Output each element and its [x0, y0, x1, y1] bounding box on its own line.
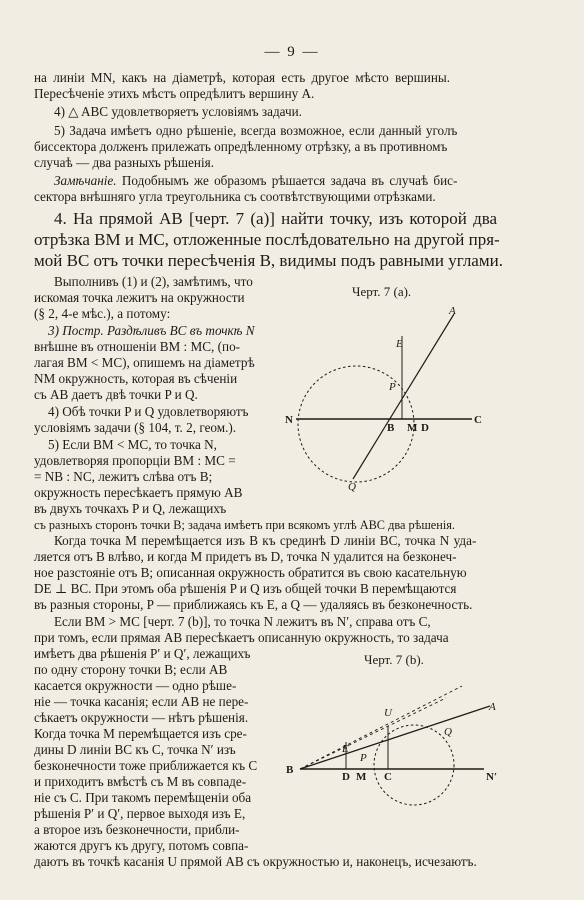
text-line: ніе — точка касанія; если AB не пере-	[34, 694, 249, 709]
text-line: внѣшне въ отношеніи BM : MC, (по-	[34, 339, 241, 354]
text-line: 5) Если BM < MC, то точка N,	[48, 437, 217, 452]
text-line: жаются другъ къ другу, потомъ совпа-	[34, 838, 249, 853]
label-d: D	[421, 422, 429, 434]
text-line: Выполнивъ (1) и (2), замѣтимъ, что	[54, 274, 253, 289]
label-e: E	[342, 743, 349, 755]
text-line: биссектора долженъ прилежать опредѣленному отрѣзку, а въ противномъ	[34, 139, 448, 154]
tangent-line-dashed	[300, 686, 462, 769]
text-line: имѣетъ два рѣшенія P′ и Q′, лежащихъ	[34, 646, 251, 661]
text-line: касается окружности — одно рѣше-	[34, 678, 237, 693]
figure-7a	[282, 300, 512, 500]
label-p: P	[360, 752, 367, 764]
text-line: по одну сторону точки B; если AB	[34, 662, 228, 677]
text-line: при томъ, если прямая AB пересѣкаетъ описанную окружность, то задача	[34, 630, 449, 645]
label-m: M	[356, 771, 367, 783]
label-c: C	[384, 771, 392, 783]
circle-dashed	[298, 366, 414, 482]
text-line: 4) △ ABC удовлетворяетъ условіямъ задачи.	[54, 104, 302, 119]
text-line: съ разныхъ сторонъ точки B; задача имѣетъ при всякомъ углѣ ABC два рѣшенія.	[34, 518, 455, 532]
text-line: въ двухъ точкахъ P и Q, лежащихъ	[34, 501, 227, 516]
text-line: искомая точка лежитъ на окружности	[34, 290, 245, 305]
remark-label: Замѣчаніе.	[54, 173, 117, 188]
label-q: Q	[348, 481, 356, 493]
text-line: дины D линіи BC къ C, точка N′ изъ	[34, 742, 236, 757]
label-q: Q	[444, 726, 452, 738]
helper	[402, 336, 442, 340]
text-line: = NB : NC, лежитъ слѣва отъ B;	[34, 469, 213, 484]
label-b: B	[387, 422, 395, 434]
text-line: сектора внѣшняго угла треугольника съ соотвѣтствующими отрѣзками.	[34, 189, 436, 204]
text-line: 3) Постр. Раздѣливъ BC въ точкѣ N	[48, 323, 255, 338]
label-a: A	[449, 305, 456, 317]
label-n: N′	[486, 771, 498, 783]
text-line: условіямъ задачи (§ 104, т. 2, геом.).	[34, 420, 237, 435]
figure-b-caption: Черт. 7 (b).	[364, 652, 424, 667]
problem-line: мой BC отъ точки пересѣченія B, видимы подъ равными углами.	[34, 251, 503, 270]
text-line: Если BM > MC [черт. 7 (b)], то точка N лежитъ въ N′, справа отъ C,	[54, 614, 431, 629]
page-number: — 9 —	[264, 44, 320, 60]
text-line: 5) Задача имѣетъ одно рѣшеніе, всегда возможное, если данный уголъ	[54, 123, 458, 138]
text-line: (§ 2, 4-е мѣс.), а потому:	[34, 306, 171, 321]
label-n: N	[285, 414, 293, 426]
text-line: ное разстояніе отъ B; описанная окружность обратится въ свою касательную	[34, 565, 467, 580]
label-p: P	[389, 381, 396, 393]
figure-7a-diagram	[282, 300, 512, 500]
figure-7b	[284, 668, 524, 848]
text-line: Когда точка M перемѣщается изъ сре-	[34, 726, 247, 741]
text-line: Когда точка M перемѣщается изъ B къ срединѣ D линіи BC, точка N уда-	[54, 533, 477, 548]
text-line: 4) Обѣ точки P и Q удовлетворяютъ	[48, 404, 249, 419]
text-line: сѣкаетъ окружности — нѣтъ рѣшенія.	[34, 710, 249, 725]
label-e: E	[396, 338, 403, 350]
text-line: ляется отъ B влѣво, и когда M придетъ въ D, точка N удалится на безконеч-	[34, 549, 457, 564]
text-line: случаѣ — два разныхъ рѣшенія.	[34, 155, 214, 170]
text-line: и приходитъ вмѣстѣ съ M въ совпаде-	[34, 774, 247, 789]
text-line: лагая BM < MC), опишемъ на діаметрѣ	[34, 355, 255, 370]
line-ab	[300, 706, 490, 769]
problem-line: 4. На прямой AB [черт. 7 (a)] найти точку, изъ которой два	[54, 209, 498, 228]
text-line: а второе изъ безконечности, прибли-	[34, 822, 240, 837]
text-line: NM окружность, которая въ сѣченіи	[34, 371, 238, 386]
remark-line	[54, 173, 457, 189]
text-line: DE ⊥ BC. При этомъ оба рѣшенія P и Q изъ общей точки B перемѣщаются	[34, 581, 457, 596]
label-u: U	[384, 707, 392, 719]
label-c: C	[474, 414, 482, 426]
label-d: D	[342, 771, 350, 783]
label-m: M	[407, 422, 418, 434]
text-line: окружность пересѣкаетъ прямую AB	[34, 485, 243, 500]
label-a: A	[489, 701, 496, 713]
text-line: въ разныя стороны, P — приближаясь къ E, а Q — удаляясь въ безконечность.	[34, 597, 473, 612]
label-b: B	[286, 764, 294, 776]
text-line: удовлетворяя пропорціи BM : MC =	[34, 453, 236, 468]
text-line: ніе съ C. При такомъ перемѣщеніи оба	[34, 790, 252, 805]
secant-line-dashed	[300, 698, 446, 769]
text-line: безконечности тоже приближается къ C	[34, 758, 258, 773]
circle-dashed	[374, 725, 454, 805]
text-line: съ AB даетъ двѣ точки P и Q.	[34, 387, 198, 402]
text-line: рѣшенія P′ и Q′, первое выходя изъ E,	[34, 806, 246, 821]
figure-7b-diagram	[284, 668, 524, 848]
text-line: Пересѣченіе этихъ мѣстъ опредѣлитъ вершину A.	[34, 86, 315, 101]
text-line: на линіи MN, какъ на діаметрѣ, которая есть другое мѣсто вершины.	[34, 70, 451, 85]
figure-a-caption: Черт. 7 (a).	[352, 284, 412, 299]
line-ab	[353, 314, 454, 479]
remark-text: Подобнымъ же образомъ рѣшается задача въ случаѣ бис-	[121, 173, 458, 188]
problem-line: отрѣзка BM и MC, отложенные послѣдовательно на другой пря-	[34, 230, 500, 249]
text-line: даютъ въ точкѣ касанія U прямой AB съ окружностью и, наконецъ, исчезаютъ.	[34, 854, 477, 869]
